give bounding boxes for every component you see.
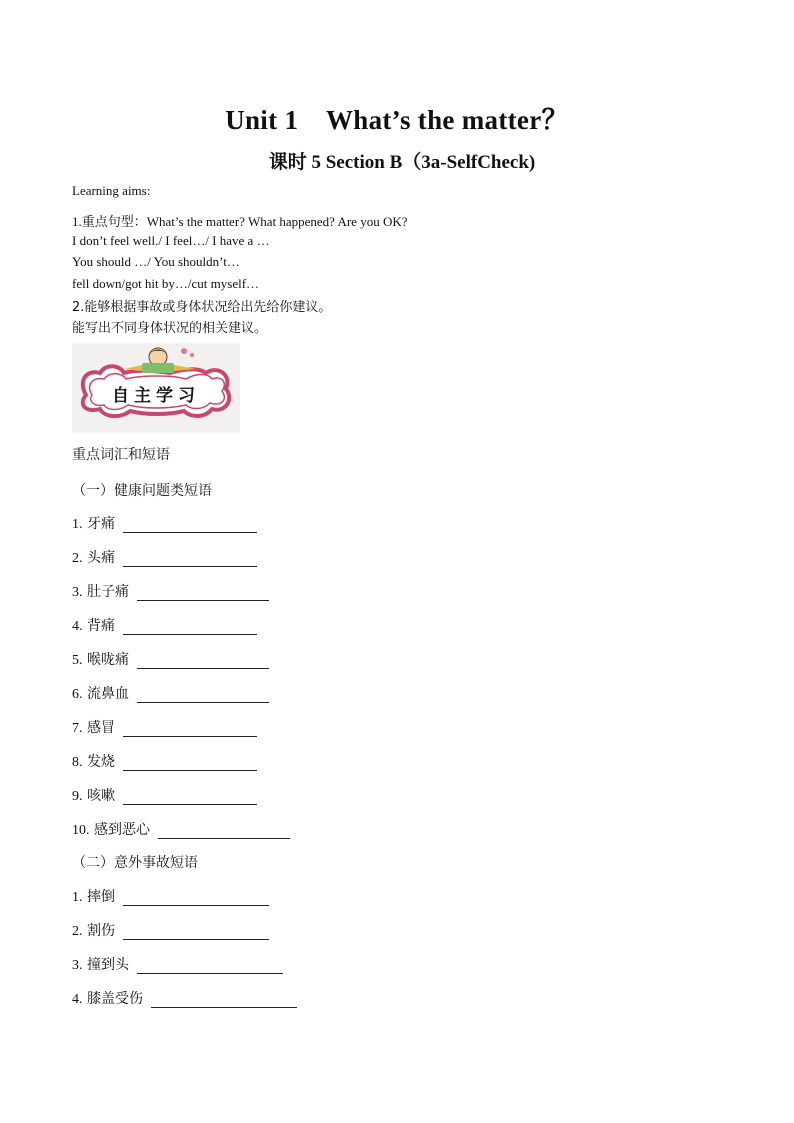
answer-blank[interactable] (123, 552, 257, 567)
list-item (72, 751, 257, 771)
answer-blank[interactable] (123, 756, 257, 771)
list-item (72, 513, 257, 533)
item-label: 摔倒 (86, 889, 115, 905)
item-number: 1. (72, 890, 83, 905)
item-number: 2. (72, 551, 83, 566)
aim-line-2: I don’t feel well./ I feel…/ I have a … (72, 233, 270, 248)
answer-blank[interactable] (137, 959, 283, 974)
item-number: 4. (72, 619, 83, 634)
item-label: 流鼻血 (86, 686, 129, 702)
answer-blank[interactable] (123, 620, 257, 635)
list-item (72, 988, 297, 1008)
item-number: 2. (72, 924, 83, 939)
answer-blank[interactable] (158, 824, 290, 839)
aim-line-3: You should …/ You shouldn’t… (72, 254, 240, 269)
list-item (72, 886, 269, 906)
page-subtitle: 课时 5 Section B（3a-SelfCheck) (268, 152, 536, 173)
item-number: 5. (72, 653, 83, 668)
item-number: 6. (72, 687, 83, 702)
aim-line-4: fell down/got hit by…/cut myself… (72, 276, 260, 291)
item-label: 感冒 (86, 720, 115, 736)
list-item (72, 615, 257, 635)
item-label: 发烧 (86, 754, 115, 770)
item-label: 牙痛 (86, 516, 115, 532)
item-label: 撞到头 (86, 957, 129, 973)
aim-line-6: 能写出不同身体状况的相关建议。 (72, 321, 268, 336)
item-number: 3. (72, 585, 83, 600)
list-item (72, 954, 283, 974)
self-study-badge (72, 343, 240, 433)
item-label: 感到恶心 (93, 822, 150, 838)
item-number: 1. (72, 517, 83, 532)
list-item (72, 819, 290, 839)
list-item (72, 547, 257, 567)
answer-blank[interactable] (137, 586, 269, 601)
self-study-badge-text: 自主学习 (112, 386, 200, 406)
item-label: 膝盖受伤 (86, 991, 143, 1007)
learning-aims-label: Learning aims: (72, 183, 151, 198)
answer-blank[interactable] (137, 654, 269, 669)
item-label: 头痛 (86, 550, 115, 566)
list-item (72, 920, 269, 940)
item-number: 3. (72, 958, 83, 973)
answer-blank[interactable] (123, 891, 269, 906)
aim-line-1: 1.重点句型：What’s the matter? What happened? Are you OK? (72, 214, 408, 229)
item-number: 10. (72, 823, 90, 838)
answer-blank[interactable] (123, 518, 257, 533)
item-label: 喉咙痛 (86, 652, 129, 668)
list-item (72, 649, 269, 669)
list-item (72, 785, 257, 805)
answer-blank[interactable] (123, 925, 269, 940)
item-label: 咳嗽 (86, 788, 115, 804)
item-number: 7. (72, 721, 83, 736)
list-item (72, 717, 257, 737)
item-number: 8. (72, 755, 83, 770)
list-item (72, 581, 269, 601)
item-number: 9. (72, 789, 83, 804)
item-label: 割伤 (86, 923, 115, 939)
answer-blank[interactable] (123, 790, 257, 805)
item-label: 背痛 (86, 618, 115, 634)
item-label: 肚子痛 (86, 584, 129, 600)
answer-blank[interactable] (123, 722, 257, 737)
page-title: Unit 1 What’s the matter？ (225, 105, 569, 135)
vocab-heading: 重点词汇和短语 (72, 447, 170, 463)
aim-line-5: 2.能够根据事故或身体状况给出先给你建议。 (72, 300, 332, 315)
list-item (72, 683, 269, 703)
answer-blank[interactable] (151, 993, 297, 1008)
group2-heading: （二）意外事故短语 (72, 855, 198, 871)
group1-heading: （一）健康问题类短语 (72, 483, 212, 499)
item-number: 4. (72, 992, 83, 1007)
answer-blank[interactable] (137, 688, 269, 703)
